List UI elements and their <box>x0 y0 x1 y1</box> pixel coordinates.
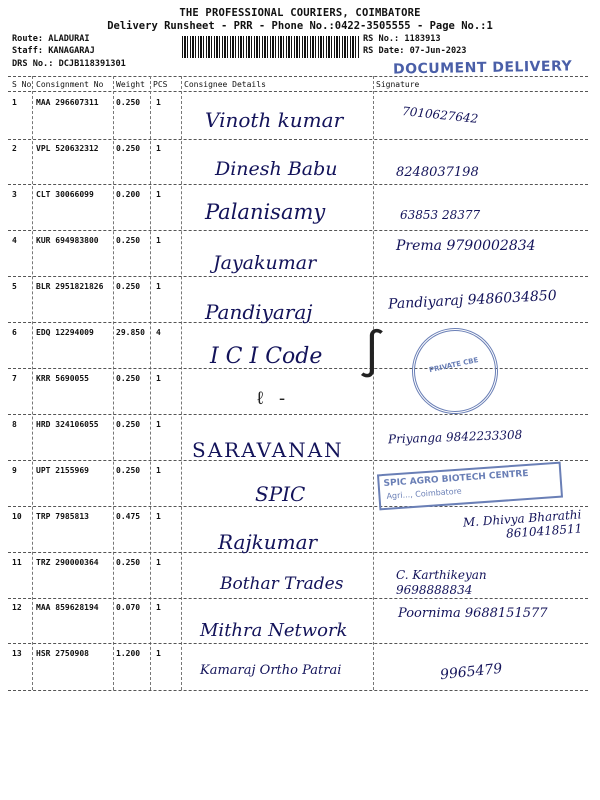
row-weight: 0.250 <box>116 236 141 245</box>
row-signature: Poornima 9688151577 <box>398 606 548 621</box>
row-signature: 8248037198 <box>396 165 479 180</box>
row-separator <box>8 184 588 185</box>
row-pcs: 1 <box>156 420 161 429</box>
row-consignee: Dinesh Babu <box>215 158 338 180</box>
row-weight: 0.200 <box>116 190 141 199</box>
row-sno: 12 <box>12 603 22 612</box>
row-sno: 4 <box>12 236 17 245</box>
row-weight: 0.250 <box>116 144 141 153</box>
staff-label: Staff: KANAGARAJ <box>12 46 95 56</box>
col-header-consignee: Consignee Details <box>184 80 266 89</box>
runsheet-subtitle: Delivery Runsheet - PRR - Phone No.:0422-3505555 - Page No.:1 <box>107 20 493 32</box>
rs-date: RS Date: 07-Jun-2023 <box>363 46 467 56</box>
row-separator <box>8 139 588 140</box>
row-separator <box>8 230 588 231</box>
row-sno: 2 <box>12 144 17 153</box>
row-consignment: EDQ 12294009 <box>36 328 94 337</box>
row-consignment: KRR 5690055 <box>36 374 89 383</box>
row-consignee: Bothar Trades <box>220 574 344 594</box>
row-pcs: 1 <box>156 603 161 612</box>
seal-text: PRIVATE CBE <box>428 356 480 375</box>
row-consignee: Vinoth kumar <box>205 108 344 132</box>
row-pcs: 1 <box>156 466 161 475</box>
row-consignee: Mithra Network <box>200 620 348 641</box>
row-consignment: TRP 7985813 <box>36 512 89 521</box>
row-consignee: Palanisamy <box>205 200 326 224</box>
row-separator <box>8 276 588 277</box>
row-weight: 1.200 <box>116 649 141 658</box>
row-sno: 5 <box>12 282 17 291</box>
row-sno: 10 <box>12 512 22 521</box>
row-weight: 0.250 <box>116 282 141 291</box>
row-sno: 11 <box>12 558 22 567</box>
row-consignment: KUR 694983800 <box>36 236 99 245</box>
rs-number: RS No.: 1183913 <box>363 34 441 44</box>
row-pcs: 1 <box>156 144 161 153</box>
row-consignee: SARAVANAN <box>192 438 344 462</box>
row-signature: 63853 28377 <box>400 208 481 222</box>
route-label: Route: ALADURAI <box>12 34 90 44</box>
row-weight: 0.250 <box>116 420 141 429</box>
drs-label: DRS No.: DCJB118391301 <box>12 59 126 69</box>
row-pcs: 1 <box>156 558 161 567</box>
row-weight: 0.250 <box>116 558 141 567</box>
company-title: THE PROFESSIONAL COURIERS, COIMBATORE <box>179 7 421 19</box>
row-consignment: HSR 2750908 <box>36 649 89 658</box>
agro-stamp-line2: Agri..., Coimbatore <box>386 486 462 501</box>
row-sno: 3 <box>12 190 17 199</box>
row-consignment: MAA 859628194 <box>36 603 99 612</box>
col-header-pcs: PCS <box>153 80 168 89</box>
row-pcs: 1 <box>156 98 161 107</box>
col-header-signature: Signature <box>376 80 420 89</box>
row-consignee: Rajkumar <box>218 530 318 554</box>
row-weight: 0.250 <box>116 466 141 475</box>
row-consignee: I C I Code <box>210 344 323 369</box>
row-pcs: 1 <box>156 512 161 521</box>
row-consignment: CLT 30066099 <box>36 190 94 199</box>
row-signature: Prema 9790002834 <box>396 238 536 254</box>
row-signature: Pandiyaraj 9486034850 <box>387 287 558 313</box>
row-consignee: SPIC <box>255 482 306 506</box>
col-header-sno: S No <box>12 80 32 89</box>
row-consignee: Jayakumar <box>213 252 317 274</box>
row-signature: 9965479 <box>439 660 504 684</box>
bracket-mark: ∫ <box>358 326 386 380</box>
company-seal-stamp <box>404 320 506 422</box>
row-consignment: MAA 296607311 <box>36 98 99 107</box>
row-sno: 13 <box>12 649 22 658</box>
barcode <box>182 36 360 58</box>
row-pcs: 1 <box>156 282 161 291</box>
row-weight: 0.250 <box>116 98 141 107</box>
row-weight: 0.475 <box>116 512 141 521</box>
row-separator <box>8 414 588 415</box>
agro-stamp-line1: SPIC AGRO BIOTECH CENTRE <box>383 468 529 490</box>
row-pcs: 1 <box>156 236 161 245</box>
table-top-border <box>8 76 588 77</box>
row-pcs: 1 <box>156 190 161 199</box>
row-signature: 7010627642 <box>401 104 479 126</box>
header-bottom-border <box>8 91 588 92</box>
col-header-weight: Weight <box>116 80 145 89</box>
row-consignment: HRD 324106055 <box>36 420 99 429</box>
document-delivery-stamp: DOCUMENT DELIVERY <box>392 58 573 78</box>
col-header-consignment: Consignment No <box>36 80 104 89</box>
row-separator <box>8 598 588 599</box>
row-separator <box>8 506 588 507</box>
row-signature: C. Karthikeyan 9698888834 <box>396 568 487 597</box>
row-pcs: 1 <box>156 374 161 383</box>
spic-agro-stamp <box>377 462 563 511</box>
row-consignment: TRZ 290000364 <box>36 558 99 567</box>
row-signature: Priyanga 9842233308 <box>387 427 523 447</box>
row-sno: 8 <box>12 420 17 429</box>
row-consignment: VPL 520632312 <box>36 144 99 153</box>
row-weight: 0.070 <box>116 603 141 612</box>
handwritten-mark: ℓ - <box>255 388 288 409</box>
row-pcs: 1 <box>156 649 161 658</box>
row-consignment: BLR 2951821826 <box>36 282 104 291</box>
row-consignee: Pandiyaraj <box>205 300 313 324</box>
row-consignment: UPT 2155969 <box>36 466 89 475</box>
row-pcs: 4 <box>156 328 161 337</box>
row-sno: 9 <box>12 466 17 475</box>
row-sno: 1 <box>12 98 17 107</box>
row-sno: 7 <box>12 374 17 383</box>
row-sno: 6 <box>12 328 17 337</box>
row-consignee: Kamaraj Ortho Patrai <box>200 663 342 678</box>
table-bottom-border <box>8 690 588 691</box>
row-weight: 29.850 <box>116 328 145 337</box>
row-separator <box>8 643 588 644</box>
row-weight: 0.250 <box>116 374 141 383</box>
row-signature: M. Dhivya Bharathi 8610418511 <box>462 507 583 541</box>
